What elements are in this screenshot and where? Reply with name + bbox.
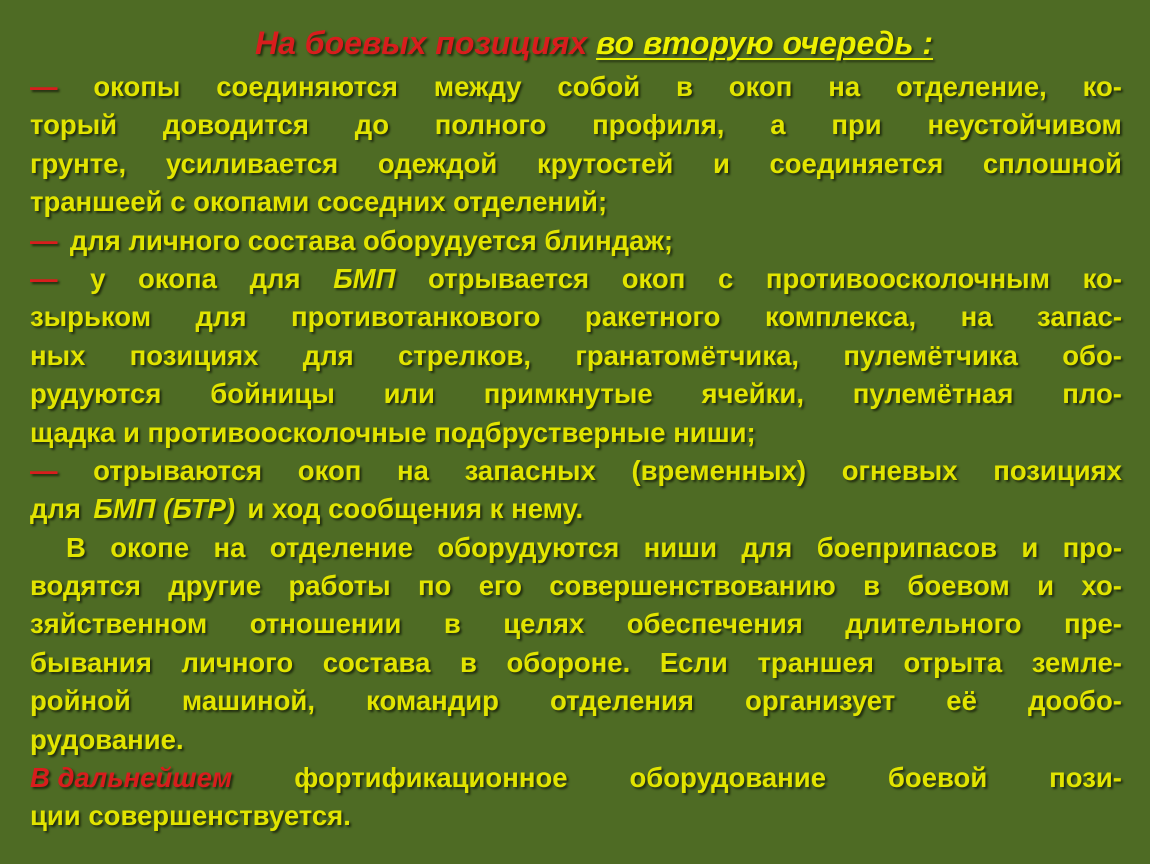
word: между [433, 71, 522, 102]
word: бывания [30, 646, 152, 678]
word: траншеей с окопами соседних отделений; [30, 186, 608, 218]
word: рудуются [30, 378, 162, 410]
word: в [443, 608, 461, 640]
text-line [30, 452, 1122, 490]
word: обороне. [506, 646, 631, 678]
text-line [30, 106, 1122, 144]
word: пре- [1064, 608, 1122, 640]
word: боеприпасов [816, 531, 997, 563]
word: машиной, [181, 685, 315, 717]
word: для [741, 531, 793, 563]
word: земле- [1031, 646, 1122, 678]
text-line [30, 529, 1122, 567]
word: ройной [30, 685, 131, 717]
word: ниши [643, 531, 717, 563]
word: его [478, 570, 522, 602]
word: обеспечения [626, 608, 803, 640]
bullet-dash: — [30, 224, 58, 256]
word: ракетного [584, 301, 721, 333]
word: отделение, [895, 71, 1047, 102]
word: БМП (БТР) [93, 493, 236, 525]
word: БМП [333, 262, 396, 294]
word: траншея [757, 646, 874, 678]
text-line [30, 222, 1122, 260]
word: соединяется [769, 147, 944, 179]
word: командир [366, 685, 499, 717]
word: у [90, 262, 106, 294]
word: запасных [464, 454, 596, 486]
word: примкнутые [483, 378, 653, 410]
word: окопа [138, 262, 217, 294]
word: водятся [30, 570, 141, 602]
word: грунте, [30, 147, 127, 179]
word: ко- [1082, 71, 1122, 102]
word: запас- [1037, 301, 1122, 333]
word: с [717, 262, 734, 294]
word: на [828, 71, 861, 102]
word: полного [434, 109, 547, 141]
word: в [676, 71, 693, 102]
word: до [354, 109, 389, 141]
word: зяйственном [30, 608, 208, 640]
word: другие [168, 570, 262, 602]
word: её [946, 685, 977, 717]
word: собой [557, 71, 641, 102]
word: личного [181, 646, 294, 678]
word: пулемётчика [843, 339, 1018, 371]
word: организует [745, 685, 896, 717]
word: и [1021, 531, 1039, 563]
word: комплекса, [764, 301, 917, 333]
word: боевой [887, 762, 988, 794]
word: рудование. [30, 723, 184, 755]
word: оборудование [629, 762, 826, 794]
word: стрелков, [398, 339, 532, 371]
word: окоп [297, 454, 362, 486]
word: целях [503, 608, 585, 640]
word: огневых [841, 454, 958, 486]
text-line [30, 721, 1122, 759]
text-line [30, 260, 1122, 298]
text-line [30, 414, 1122, 452]
text-line [30, 337, 1122, 375]
word: окопе [110, 531, 190, 563]
word: профиля, [592, 109, 725, 141]
word: при [831, 109, 882, 141]
word: окопы [93, 71, 181, 102]
word: ции совершенствуется. [30, 800, 351, 832]
bullet-dash: — [30, 71, 58, 102]
word: дообо- [1027, 685, 1122, 717]
word: длительного [845, 608, 1022, 640]
text-line [30, 145, 1122, 183]
word: по [417, 570, 452, 602]
word: Если [659, 646, 728, 678]
title-part-red: На боевых позициях [254, 25, 588, 61]
word: для [30, 493, 81, 525]
word: обо- [1062, 339, 1122, 371]
title-part-underlined: во вторую очередь : [596, 25, 933, 61]
word: фортификационное [294, 762, 568, 794]
word: гранатомётчика, [575, 339, 800, 371]
word: усиливается [165, 147, 339, 179]
word: и [1037, 570, 1055, 602]
body-text [30, 68, 1122, 836]
text-line [30, 797, 1122, 835]
word: и ход сообщения к нему. [247, 493, 584, 525]
word: оборудуются [437, 531, 620, 563]
word: или [383, 378, 435, 410]
word: для [195, 301, 247, 333]
word: торый [30, 109, 118, 141]
word: пулемётная [852, 378, 1014, 410]
word: боевом [907, 570, 1010, 602]
text-line [30, 68, 1122, 106]
text-line [30, 759, 1122, 797]
word: в [459, 646, 477, 678]
word: на [397, 454, 429, 486]
word: для личного состава оборудуется блиндаж; [69, 224, 674, 256]
word: сплошной [982, 147, 1122, 179]
word: отрывается [427, 262, 590, 294]
word: отношении [249, 608, 402, 640]
word: неустойчивом [927, 109, 1122, 141]
word: работы [288, 570, 391, 602]
word: окоп [728, 71, 793, 102]
word: соединяются [216, 71, 398, 102]
word: противотанкового [291, 301, 541, 333]
word: щадка и противоосколочные подбрустверные ниши; [30, 416, 756, 448]
word: пло- [1062, 378, 1122, 410]
word: отрываются [93, 454, 263, 486]
word: ных [30, 339, 86, 371]
bullet-dash: — [30, 454, 58, 486]
text-line [30, 605, 1122, 643]
word: хо- [1081, 570, 1122, 602]
word: пози- [1049, 762, 1122, 794]
word: отрыта [903, 646, 1003, 678]
word: одеждой [377, 147, 498, 179]
word: доводится [162, 109, 309, 141]
word: крутостей [536, 147, 674, 179]
text-line [30, 682, 1122, 720]
word: ко- [1082, 262, 1122, 294]
word: совершенствованию [549, 570, 836, 602]
word: состава [322, 646, 431, 678]
word: в [863, 570, 881, 602]
text-line [30, 490, 1122, 528]
word: позициях [993, 454, 1122, 486]
word: окоп [621, 262, 686, 294]
word: для [302, 339, 354, 371]
text-line [30, 644, 1122, 682]
word: зырьком [30, 301, 152, 333]
slide-title [66, 22, 1122, 68]
word: а [770, 109, 786, 141]
word: противоосколочным [765, 262, 1050, 294]
word: для [249, 262, 301, 294]
word: (временных) [631, 454, 807, 486]
word: на [213, 531, 246, 563]
word: отделение [269, 531, 413, 563]
bullet-dash: — [30, 262, 58, 294]
word: бойницы [210, 378, 335, 410]
text-line [30, 183, 1122, 221]
word: на [960, 301, 993, 333]
word: позициях [129, 339, 259, 371]
emphasis-red: В дальнейшем [30, 762, 233, 794]
word: ячейки, [701, 378, 804, 410]
word: отделения [550, 685, 694, 717]
text-line [30, 375, 1122, 413]
word: и [712, 147, 730, 179]
text-line [30, 298, 1122, 336]
word: В [66, 531, 86, 563]
text-line [30, 567, 1122, 605]
word: про- [1062, 531, 1122, 563]
